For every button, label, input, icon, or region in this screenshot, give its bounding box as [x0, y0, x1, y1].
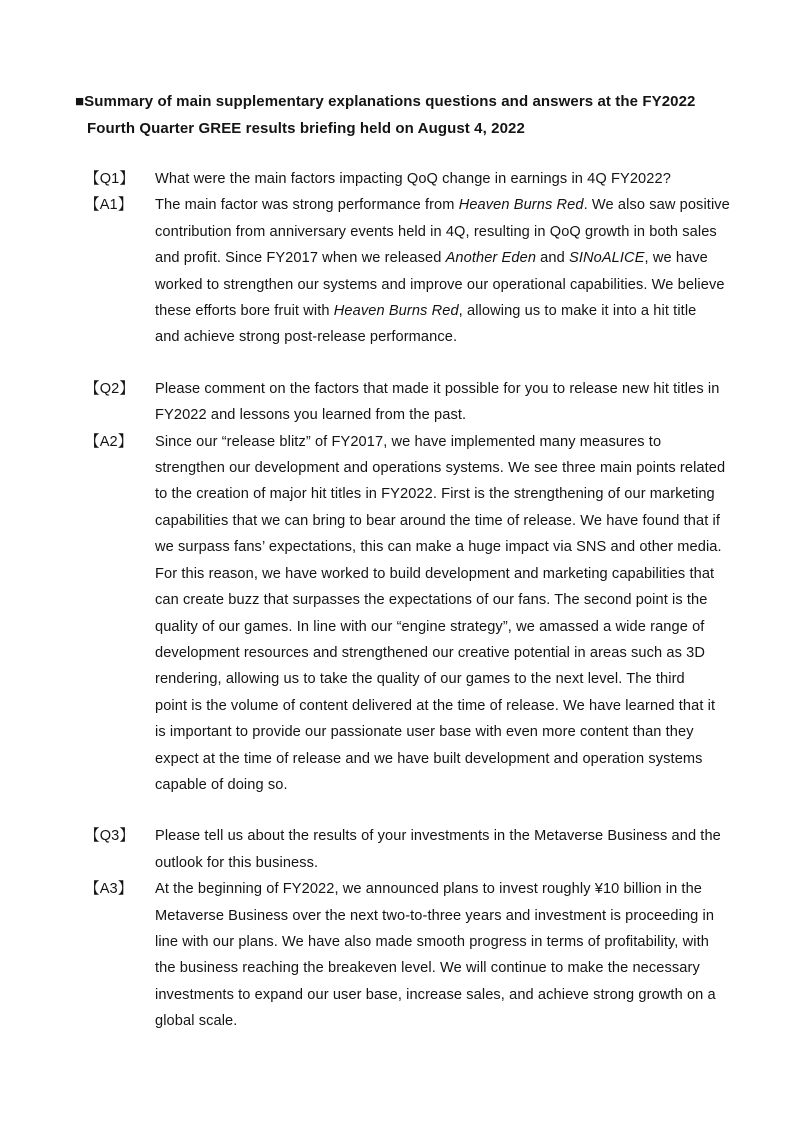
text-line: capable of doing so. [155, 776, 288, 793]
text-line: outlook for this business. [155, 854, 319, 871]
text-line: FY2022 and lessons you learned from the past. [155, 407, 467, 424]
question-text [155, 376, 740, 429]
qa-block-2 [75, 376, 740, 799]
text-line: quality of our games. In line with our “engine strategy”, we amassed a wide range of [155, 618, 705, 635]
text-line: line with our plans. We have also made smooth progress in terms of profitability, with [155, 933, 709, 950]
text-line: For this reason, we have worked to build development and marketing capabilities that [155, 565, 715, 582]
question-label: 【Q2】 [85, 380, 135, 397]
question-row-1 [75, 166, 740, 192]
text-line: Metaverse Business over the next two-to-three years and investment is proceeding in [155, 907, 715, 924]
text-line: capabilities that we can bring to bear around the time of release. We have found that if [155, 512, 721, 529]
text-line: worked to strengthen our systems and improve our operational capabilities. We believe [155, 276, 725, 293]
question-text [155, 823, 740, 876]
text-line: Since our “release blitz” of FY2017, we have implemented many measures to [155, 433, 662, 450]
text-line: The main factor was strong performance from Heaven Burns Red. We also saw positive [155, 197, 730, 214]
qa-block-3 [75, 823, 740, 1034]
answer-row-3 [75, 876, 740, 1034]
answer-label: 【A3】 [85, 881, 133, 898]
document-title-line2: Fourth Quarter GREE results briefing held on August 4, 2022 [87, 120, 525, 137]
answer-label: 【A1】 [85, 197, 133, 214]
document-title [75, 88, 740, 142]
answer-text [155, 876, 740, 1034]
question-label: 【Q1】 [85, 171, 135, 187]
text-line: investments to expand our user base, increase sales, and achieve strong growth on a [155, 986, 716, 1003]
document-title-line1 [75, 88, 740, 115]
text-line: is important to provide our passionate user base with even more content than they [155, 724, 694, 741]
answer-label: 【A2】 [85, 433, 133, 450]
text-line: contribution from anniversary events held in 4Q, resulting in QoQ growth in both sales [155, 223, 717, 240]
qa-list [75, 166, 740, 1035]
text-line: At the beginning of FY2022, we announced plans to invest roughly ¥10 billion in the [155, 881, 703, 898]
text-line: rendering, allowing us to take the quality of our games to the next level. The third [155, 671, 685, 688]
text-line: can create buzz that surpasses the expectations of our fans. The second point is the [155, 592, 708, 609]
answer-text [155, 429, 740, 799]
text-line: to the creation of major hit titles in FY2022. First is the strengthening of our marketing [155, 486, 715, 503]
qa-block-1 [75, 166, 740, 351]
answer-text [155, 192, 740, 350]
text-line: Please comment on the factors that made it possible for you to release new hit titles in [155, 380, 720, 397]
answer-row-2 [75, 429, 740, 799]
text-line: global scale. [155, 1013, 238, 1030]
text-line: Please tell us about the results of your investments in the Metaverse Business and the [155, 828, 721, 845]
text-line: What were the main factors impacting QoQ change in earnings in 4Q FY2022? [155, 171, 671, 187]
text-line: and achieve strong post-release performance. [155, 329, 458, 346]
text-line: we surpass fans’ expectations, this can make a huge impact via SNS and other media. [155, 539, 722, 556]
document-title-text1: Summary of main supplementary explanations questions and answers at the FY2022 [84, 93, 696, 110]
text-line: expect at the time of release and we have built development and operation systems [155, 750, 703, 767]
answer-row-1 [75, 192, 740, 350]
question-text [155, 166, 740, 192]
question-row-2 [75, 376, 740, 429]
question-row-3 [75, 823, 740, 876]
text-line: these efforts bore fruit with Heaven Burns Red, allowing us to make it into a hit title [155, 303, 697, 320]
text-line: and profit. Since FY2017 when we released Another Eden and SINoALICE, we have [155, 250, 708, 267]
text-line: point is the volume of content delivered at the time of release. We have learned that it [155, 697, 716, 714]
square-bullet-icon: ■ [75, 93, 85, 110]
question-label: 【Q3】 [85, 828, 135, 845]
text-line: development resources and strengthened our creative potential in areas such as 3D [155, 644, 706, 661]
text-line: the business reaching the breakeven level. We will continue to make the necessary [155, 960, 700, 977]
text-line: strengthen our development and operations systems. We see three main points related [155, 460, 726, 477]
